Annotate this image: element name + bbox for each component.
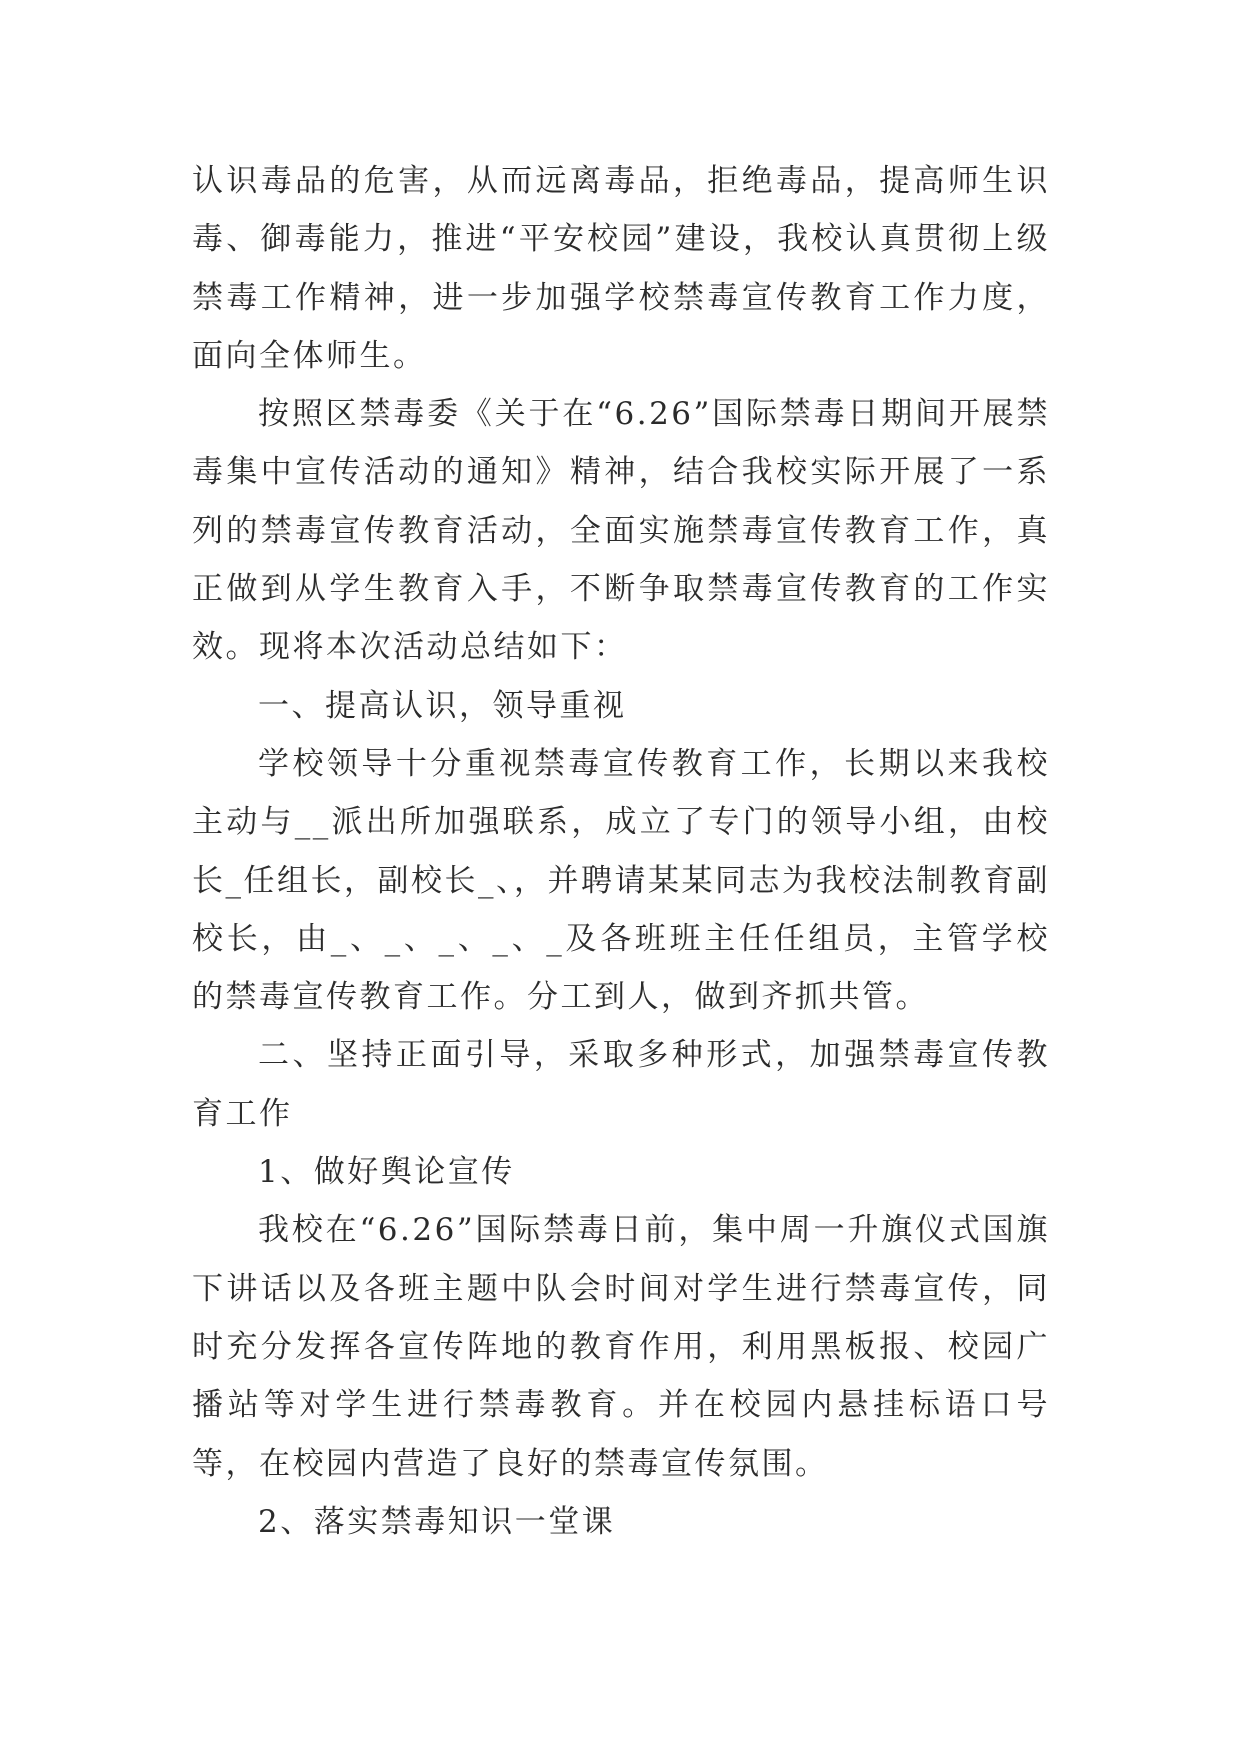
section-heading-1: 一、提高认识，领导重视 [258,687,627,724]
paragraph-publicity: 我校在“6.26”国际禁毒日前，集中周一升旗仪式国旗下讲话以及各班主题中队会时间对学生进行禁毒宣传，同时充分发挥各宣传阵地的教育作用，利用黑板报、校园广播站等对学生进行禁毒教育。并在校园内悬挂标语口号等，在校园内营造了良好的禁毒宣传氛围。 [192,1212,1050,1482]
paragraph-leadership: 学校领导十分重视禁毒宣传教育工作，长期以来我校主动与__派出所加强联系，成立了专门的领导小组，由校长_任组长，副校长_、，并聘请某某同志为我校法制教育副校长，由_、_、_、_、_及各班班主任任组员，主管学校的禁毒宣传教育工作。分工到人，做到齐抓共管。 [192,745,1050,1016]
subsection-heading-2: 2、落实禁毒知识一堂课 [258,1503,616,1540]
section-heading-2: 二、坚持正面引导，采取多种形式，加强禁毒宣传教育工作 [192,1037,1050,1132]
document-body [192,152,1050,1551]
paragraph-intro-continued: 认识毒品的危害，从而远离毒品，拒绝毒品，提高师生识毒、御毒能力，推进“平安校园”建设，我校认真贯彻上级禁毒工作精神，进一步加强学校禁毒宣传教育工作力度，面向全体师生。 [192,163,1050,374]
subsection-heading-1: 1、做好舆论宣传 [258,1154,515,1191]
paragraph-notice: 按照区禁毒委《关于在“6.26”国际禁毒日期间开展禁毒集中宣传活动的通知》精神，结合我校实际开展了一系列的禁毒宣传教育活动，全面实施禁毒宣传教育工作，真正做到从学生教育入手，不断争取禁毒宣传教育的工作实效。现将本次活动总结如下： [192,396,1050,666]
